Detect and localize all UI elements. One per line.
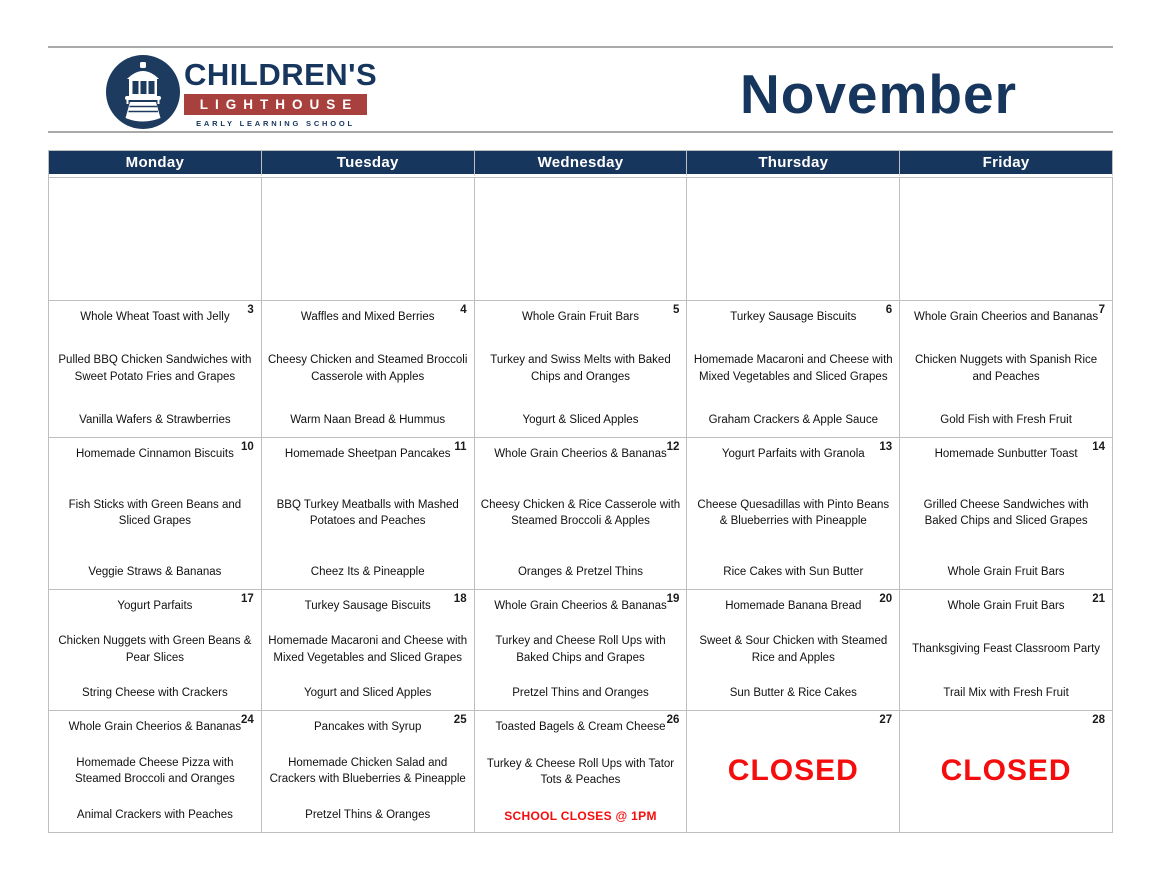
menu-item: Yogurt Parfaits with Granola [721, 448, 865, 460]
lighthouse-icon [105, 54, 181, 130]
calendar-cell-day-27 [687, 711, 900, 833]
menu-item: Pretzel Thins and Oranges [512, 686, 649, 699]
day-number: 7 [1098, 304, 1105, 316]
calendar-cell-day-21 [900, 590, 1113, 711]
menu-item: Animal Crackers with Peaches [76, 808, 233, 821]
calendar-cell-day-18 [262, 590, 475, 711]
logo-text [184, 54, 377, 130]
calendar-cell-empty [475, 178, 688, 301]
day-number: 11 [454, 441, 467, 453]
divider-top [48, 46, 1113, 48]
menu-item: Homemade Sheetpan Pancakes [284, 448, 451, 460]
menu-item: Whole Wheat Toast with Jelly [80, 311, 230, 323]
calendar-cell-day-5 [475, 301, 688, 438]
menu-item: Pulled BBQ Chicken Sandwiches with Sweet Potato Fries and Grapes [58, 354, 252, 383]
menu-item: Grilled Cheese Sandwiches with Baked Chips and Sliced Grapes [923, 498, 1089, 527]
menu-item: Whole Grain Fruit Bars [947, 600, 1065, 612]
calendar-cell-day-19 [475, 590, 688, 711]
day-number: 26 [666, 714, 680, 726]
menu-item: Turkey and Swiss Melts with Baked Chips and Oranges [490, 354, 671, 383]
calendar-cell-day-25 [262, 711, 475, 833]
menu-item: Cheesy Chicken and Steamed Broccoli Casserole with Apples [267, 354, 468, 383]
school-closes-notice: SCHOOL CLOSES @ 1PM [504, 808, 657, 823]
month-title: November [740, 63, 1017, 125]
calendar-cell-day-20 [687, 590, 900, 711]
menu-item: Homemade Macaroni and Cheese with Mixed Vegetables and Sliced Grapes [268, 635, 468, 664]
menu-item: Fish Sticks with Green Beans and Sliced Grapes [68, 498, 242, 527]
menu-item: Yogurt & Sliced Apples [522, 413, 639, 426]
calendar-cell-empty [687, 178, 900, 301]
day-number: 3 [247, 304, 254, 316]
day-number: 28 [1092, 714, 1105, 726]
menu-item: Sun Butter & Rice Cakes [729, 686, 857, 699]
menu-item: Whole Grain Cheerios & Bananas [494, 600, 667, 612]
menu-item: Trail Mix with Fresh Fruit [943, 686, 1069, 699]
calendar-cell-day-26 [475, 711, 688, 833]
calendar-cell-day-11 [262, 438, 475, 590]
calendar-cell-day-14 [900, 438, 1113, 590]
menu-item: Whole Grain Cheerios & Bananas [68, 721, 242, 733]
menu-item: Pancakes with Syrup [314, 721, 422, 733]
menu-item: Sweet & Sour Chicken with Steamed Rice and Apples [699, 635, 888, 664]
logo-tagline: EARLY LEARNING SCHOOL [196, 119, 355, 128]
weekday-header-wednesday: Wednesday [475, 150, 688, 177]
menu-item: Whole Grain Fruit Bars [522, 311, 639, 323]
menu-item: Cheez Its & Pineapple [310, 565, 425, 578]
weekday-header-friday: Friday [900, 150, 1113, 177]
calendar-cell-day-12 [475, 438, 688, 590]
menu-item: Waffles and Mixed Berries [300, 311, 435, 323]
calendar-week-row [49, 438, 1113, 590]
menu-item: Whole Grain Cheerios & Bananas [494, 448, 667, 460]
day-number: 5 [672, 304, 680, 316]
menu-item: Gold Fish with Fresh Fruit [940, 413, 1072, 426]
menu-item: Homemade Sunbutter Toast [934, 448, 1078, 460]
menu-calendar [48, 150, 1113, 833]
calendar-cell-empty [262, 178, 475, 301]
menu-item: Homemade Macaroni and Cheese with Mixed Vegetables and Sliced Grapes [693, 354, 893, 383]
day-number: 24 [241, 714, 254, 726]
logo-lighthouse-banner [184, 94, 367, 115]
menu-item: Homemade Cinnamon Biscuits [75, 448, 234, 460]
day-number: 27 [879, 714, 893, 726]
day-number: 10 [241, 441, 254, 453]
menu-item: Thanksgiving Feast Classroom Party [912, 643, 1101, 656]
logo-childrens-text: CHILDREN'S [184, 57, 378, 92]
calendar-week-row [49, 590, 1113, 711]
calendar-cell-day-7 [900, 301, 1113, 438]
calendar-cell-day-24 [49, 711, 262, 833]
menu-item: Cheese Quesadillas with Pinto Beans & Blueberries with Pineapple [697, 498, 890, 527]
menu-item: String Cheese with Crackers [82, 686, 228, 699]
menu-item: Yogurt Parfaits [117, 600, 193, 612]
day-number: 20 [879, 593, 893, 605]
weekday-header-thursday: Thursday [687, 150, 900, 177]
menu-item: Graham Crackers & Apple Sauce [708, 413, 878, 426]
divider-middle [48, 131, 1113, 133]
day-number: 25 [453, 714, 467, 726]
day-number: 18 [453, 593, 467, 605]
menu-item: BBQ Turkey Meatballs with Mashed Potatoes and Peaches [276, 498, 459, 527]
school-logo [105, 54, 377, 130]
menu-item: Toasted Bagels & Cream Cheese [495, 721, 666, 733]
menu-item: Homemade Banana Bread [725, 600, 862, 612]
day-number: 6 [885, 304, 893, 316]
menu-item: Yogurt and Sliced Apples [303, 686, 432, 699]
weekday-header-row [49, 150, 1113, 177]
calendar-cell-day-13 [687, 438, 900, 590]
day-number: 21 [1092, 593, 1105, 605]
menu-item: Whole Grain Fruit Bars [947, 565, 1065, 578]
calendar-cell-day-10 [49, 438, 262, 590]
menu-item: Veggie Straws & Bananas [88, 565, 222, 578]
closed-label: CLOSED [940, 754, 1072, 787]
menu-item: Turkey and Cheese Roll Ups with Baked Chips and Grapes [495, 635, 666, 664]
menu-item: Pretzel Thins & Oranges [305, 808, 431, 821]
menu-item: Warm Naan Bread & Hummus [290, 413, 446, 426]
menu-item: Turkey Sausage Biscuits [730, 311, 857, 323]
day-number: 12 [666, 441, 680, 453]
day-number: 17 [241, 593, 254, 605]
calendar-cell-day-3 [49, 301, 262, 438]
menu-item: Homemade Cheese Pizza with Steamed Broccoli and Oranges [74, 756, 235, 785]
menu-item: Chicken Nuggets with Spanish Rice and Peaches [915, 354, 1098, 383]
logo-lighthouse-text: LIGHTHOUSE [199, 97, 359, 112]
calendar-cell-day-6 [687, 301, 900, 438]
calendar-week-row [49, 711, 1113, 833]
menu-item: Turkey & Cheese Roll Ups with Tator Tots & Peaches [486, 757, 675, 787]
day-number: 4 [460, 304, 467, 316]
menu-item: Cheesy Chicken & Rice Casserole with Steamed Broccoli & Apples [480, 498, 681, 527]
menu-item: Turkey Sausage Biscuits [304, 600, 431, 612]
menu-item: Vanilla Wafers & Strawberries [79, 413, 231, 426]
menu-item: Rice Cakes with Sun Butter [723, 565, 864, 578]
calendar-cell-day-4 [262, 301, 475, 438]
calendar-cell-empty [49, 178, 262, 301]
menu-item: Chicken Nuggets with Green Beans & Pear Slices [58, 635, 252, 664]
calendar-cell-empty [900, 178, 1113, 301]
calendar-cell-day-28 [900, 711, 1113, 833]
calendar-body [49, 177, 1113, 833]
day-number: 13 [879, 441, 893, 453]
closed-label: CLOSED [727, 754, 859, 787]
calendar-cell-day-17 [49, 590, 262, 711]
weekday-header-monday: Monday [49, 150, 262, 177]
day-number: 14 [1092, 441, 1105, 453]
menu-item: Whole Grain Cheerios and Bananas [914, 311, 1099, 323]
weekday-header-tuesday: Tuesday [262, 150, 475, 177]
calendar-week-row [49, 301, 1113, 438]
menu-item: Homemade Chicken Salad and Crackers with Blueberries & Pineapple [269, 756, 466, 785]
calendar-week-row [49, 178, 1113, 301]
menu-item: Oranges & Pretzel Thins [517, 565, 644, 578]
day-number: 19 [666, 593, 680, 605]
